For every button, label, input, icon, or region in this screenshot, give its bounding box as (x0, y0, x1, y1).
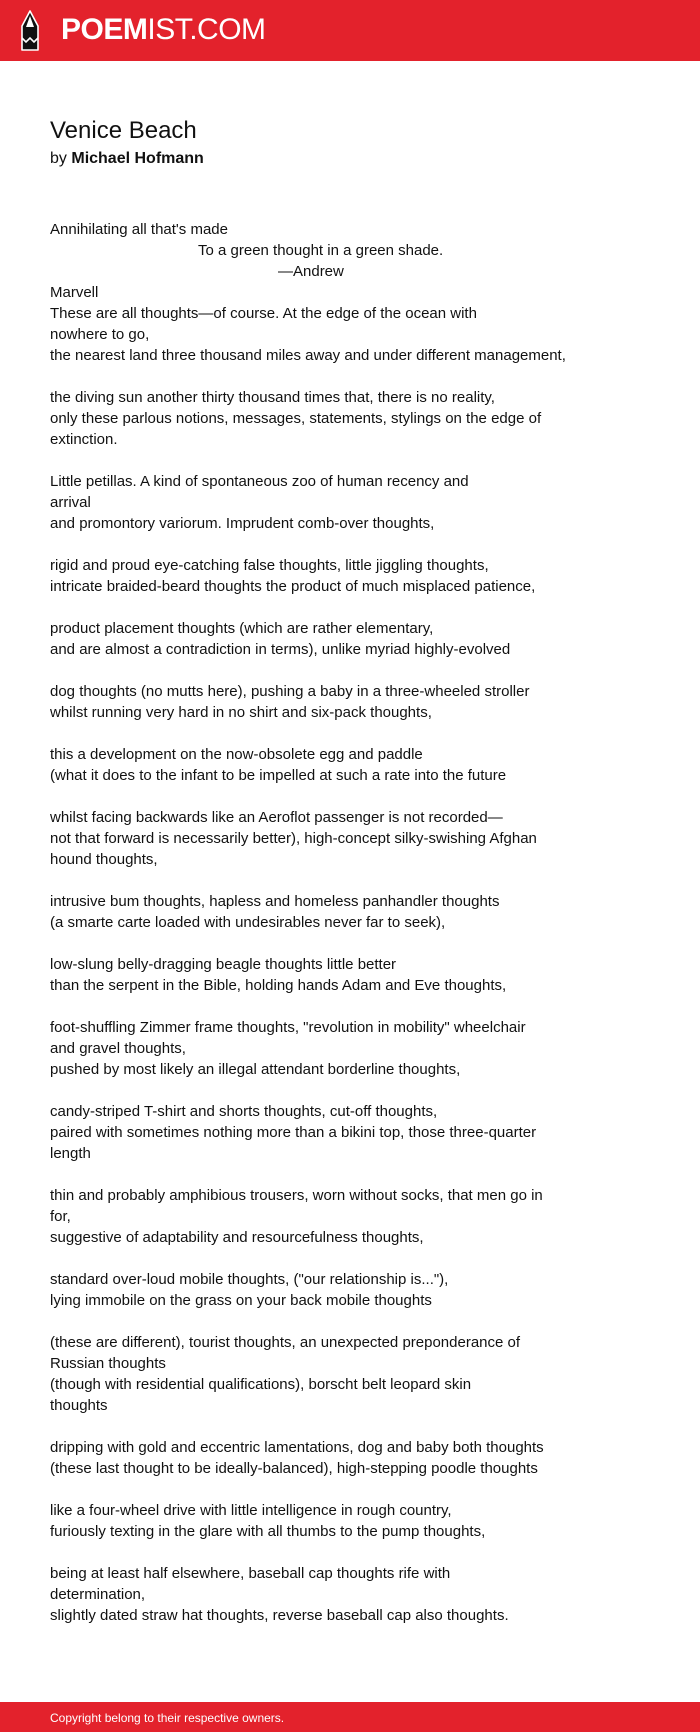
poem-line: rigid and proud eye-catching false thoughts, little jiggling thoughts, (50, 557, 489, 574)
author-name[interactable]: Michael Hofmann (71, 150, 204, 167)
poem-line: extinction. (50, 431, 118, 448)
epigraph-line: Marvell (50, 284, 99, 301)
poem-line: and gravel thoughts, (50, 1040, 186, 1057)
logo-light-text: IST.COM (147, 13, 266, 46)
poem-line: length (50, 1145, 91, 1162)
poem-line: dripping with gold and eccentric lamentations, dog and baby both thoughts (50, 1439, 544, 1456)
poem-line: product placement thoughts (which are rather elementary, (50, 620, 434, 637)
stanza-gap (50, 723, 660, 744)
stanza-gap (50, 597, 660, 618)
poem-line: for, (50, 1208, 71, 1225)
poem-line: (these are different), tourist thoughts, an unexpected preponderance of (50, 1334, 521, 1351)
poem-line: determination, (50, 1586, 146, 1603)
poem-title: Venice Beach (50, 117, 197, 144)
poem-line: foot-shuffling Zimmer frame thoughts, "revolution in mobility" wheelchair (50, 1019, 526, 1036)
poem-line: nowhere to go, (50, 326, 150, 343)
stanza-gap (50, 660, 660, 681)
stanza-gap (50, 1248, 660, 1269)
poem-line: slightly dated straw hat thoughts, reverse baseball cap also thoughts. (50, 1607, 509, 1624)
poem-line: lying immobile on the grass on your back mobile thoughts (50, 1292, 432, 1309)
poem-line: furiously texting in the glare with all thumbs to the pump thoughts, (50, 1523, 486, 1540)
stanza-gap (50, 1416, 660, 1437)
poem-line: standard over-loud mobile thoughts, ("our relationship is..."), (50, 1271, 449, 1288)
poem-line: candy-striped T-shirt and shorts thoughts, cut-off thoughts, (50, 1103, 438, 1120)
poem-line: only these parlous notions, messages, statements, stylings on the edge of (50, 410, 542, 427)
stanza-gap (50, 1080, 660, 1101)
poem-line: (what it does to the infant to be impelled at such a rate into the future (50, 767, 507, 784)
epigraph-line: To a green thought in a green shade. (198, 242, 444, 259)
poem-line: like a four-wheel drive with little intelligence in rough country, (50, 1502, 452, 1519)
stanza-gap (50, 1164, 660, 1185)
poem-line: (a smarte carte loaded with undesirables never far to seek), (50, 914, 446, 931)
poem-line: whilst running very hard in no shirt and six-pack thoughts, (50, 704, 432, 721)
poem-line: hound thoughts, (50, 851, 158, 868)
stanza-gap (50, 870, 660, 891)
epigraph-line: —Andrew (278, 263, 344, 280)
poem-body (50, 219, 660, 1626)
poem-line: Little petillas. A kind of spontaneous zoo of human recency and (50, 473, 469, 490)
poem-line: intricate braided-beard thoughts the product of much misplaced patience, (50, 578, 536, 595)
stanza-gap (50, 450, 660, 471)
stanza-gap (50, 933, 660, 954)
pen-nib-icon[interactable] (18, 10, 42, 52)
poem-line: the nearest land three thousand miles away and under different management, (50, 347, 566, 364)
stanza-gap (50, 786, 660, 807)
poem-line: and promontory variorum. Imprudent comb-over thoughts, (50, 515, 435, 532)
stanza-gap (50, 534, 660, 555)
poem-line: paired with sometimes nothing more than a bikini top, those three-quarter (50, 1124, 537, 1141)
poem-line: being at least half elsewhere, baseball cap thoughts rife with (50, 1565, 451, 1582)
poem-line: dog thoughts (no mutts here), pushing a baby in a three-wheeled stroller (50, 683, 530, 700)
poem-line: These are all thoughts—of course. At the edge of the ocean with (50, 305, 477, 322)
stanza-gap (50, 1542, 660, 1563)
poem-line: (though with residential qualifications), borscht belt leopard skin (50, 1376, 472, 1393)
poem-line: whilst facing backwards like an Aeroflot passenger is not recorded— (50, 809, 503, 826)
poem-line: than the serpent in the Bible, holding hands Adam and Eve thoughts, (50, 977, 507, 994)
stanza-gap (50, 1479, 660, 1500)
stanza-gap (50, 366, 660, 387)
poem-line: the diving sun another thirty thousand times that, there is no reality, (50, 389, 495, 406)
poem-line: and are almost a contradiction in terms), unlike myriad highly-evolved (50, 641, 511, 658)
poem-line: thoughts (50, 1397, 108, 1414)
poem-line: arrival (50, 494, 91, 511)
stanza-gap (50, 996, 660, 1017)
poem-line: intrusive bum thoughts, hapless and homeless panhandler thoughts (50, 893, 500, 910)
poem-line: suggestive of adaptability and resourcefulness thoughts, (50, 1229, 424, 1246)
poem-line: low-slung belly-dragging beagle thoughts little better (50, 956, 397, 973)
byline-prefix: by (50, 150, 67, 167)
poem-line: pushed by most likely an illegal attendant borderline thoughts, (50, 1061, 461, 1078)
logo-bold-text: POEM (61, 13, 148, 46)
epigraph-line: Annihilating all that's made (50, 221, 228, 238)
poem-line: not that forward is necessarily better), high-concept silky-swishing Afghan (50, 830, 537, 847)
site-footer (0, 1702, 700, 1732)
poem-line: (these last thought to be ideally-balanced), high-stepping poodle thoughts (50, 1460, 538, 1477)
stanza-gap (50, 1311, 660, 1332)
site-logo[interactable] (61, 11, 266, 49)
poem-line: thin and probably amphibious trousers, worn without socks, that men go in (50, 1187, 543, 1204)
site-header (0, 0, 700, 61)
byline (50, 149, 204, 169)
poem-line: Russian thoughts (50, 1355, 166, 1372)
poem-line: this a development on the now-obsolete egg and paddle (50, 746, 423, 763)
copyright-text: Copyright belong to their respective owners. (50, 1711, 285, 1725)
